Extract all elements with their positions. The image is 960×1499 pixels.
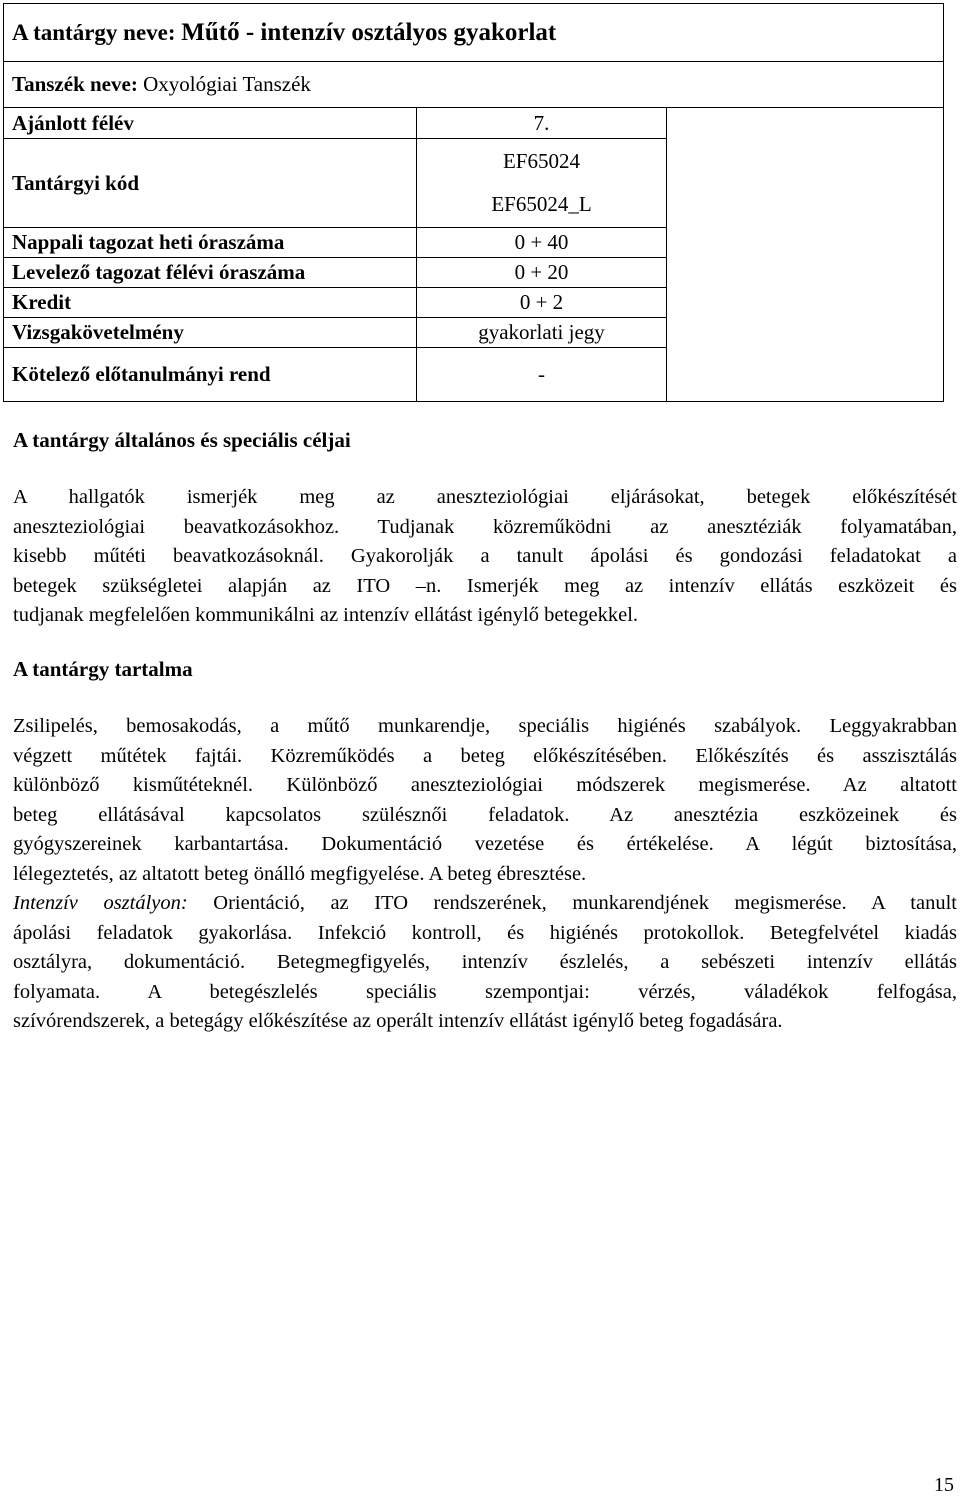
correspondence-hours-value: 0 + 20 [417,258,667,288]
department-row [4,62,944,108]
subject-row [4,4,944,62]
page-number: 15 [934,1474,954,1496]
right-empty-cell [667,108,944,402]
content-line: lélegeztetés, az altatott beteg önálló megfigyelése. A beteg ébresztése. [13,862,587,885]
icu-line: szívórendszerek, a betegágy előkészítése az operált intenzív ellátást igénylő beteg fogadására. [13,1010,783,1032]
code-label: Tantárgyi kód [4,139,417,228]
code-value-1: EF65024 [502,149,580,173]
credit-value: 0 + 2 [417,288,667,318]
icu-line: osztályra, dokumentáció. Betegmegfigyelés, intenzív észlelés, a sebészeti intenzív ellátás [13,951,957,973]
daytime-hours-label: Nappali tagozat heti óraszáma [4,228,417,258]
correspondence-hours-label: Levelező tagozat félévi óraszáma [4,258,417,288]
exam-value: gyakorlati jegy [417,318,667,348]
icu-first-line-rest: Orientáció, az ITO rendszerének, munkarendjének megismerése. A tanult [187,892,957,914]
subject-label: A tantárgy neve: [12,19,176,45]
prereq-value: - [417,348,667,402]
subject-name: Műtő - intenzív osztályos gyakorlat [181,18,557,46]
semester-value: 7. [417,108,667,139]
credit-label: Kredit [4,288,417,318]
goals-paragraph [13,483,957,631]
icu-label: Intenzív osztályon: [13,892,188,914]
icu-line: ápolási feladatok gyakorlása. Infekció kontroll, és higiénés protokollok. Betegfelvétel kiadás [13,921,957,944]
goals-line: aneszteziológiai beavatkozásokhoz. Tudjanak közreműködni az anesztéziák folyamatában, [13,515,957,538]
code-value-2: EF65024_L [491,192,592,216]
goals-title: A tantárgy általános és speciális céljai [13,428,351,452]
prereq-label: Kötelező előtanulmányi rend [4,348,417,402]
content-line: gyógyszereinek karbantartása. Dokumentáció vezetése és értékelése. A légút biztosítása, [13,833,957,855]
course-info-table [3,3,944,402]
goals-line: betegek szükségletei alapján az ITO –n. Ismerjék meg az intenzív ellátás eszközeit és [13,574,957,597]
goals-line: A hallgatók ismerjék meg az aneszteziológiai eljárásokat, betegek előkészítését [13,486,957,508]
content-paragraph [13,712,957,1037]
content-line: végzett műtétek fajtái. Közreműködés a beteg előkészítésében. Előkészítés és asszisztálás [13,744,957,767]
department-label: Tanszék neve: [12,72,138,96]
daytime-hours-value: 0 + 40 [417,228,667,258]
department-name: Oxyológiai Tanszék [143,72,311,96]
icu-first-line [13,889,957,919]
semester-row [4,108,944,139]
goals-line: kisebb műtéti beavatkozásoknál. Gyakorolják a tanult ápolási és gondozási feladatokat a [13,545,957,567]
exam-label: Vizsgakövetelmény [4,318,417,348]
content-line: különböző kisműtéteknél. Különböző aneszteziológiai módszerek megismerése. Az altatott [13,774,957,796]
content-line: beteg ellátásával kapcsolatos szülésznői feladatok. Az anesztézia eszközeinek és [13,803,957,826]
content-title: A tantárgy tartalma [13,657,193,681]
goals-line: tudjanak megfelelően kommunikálni az intenzív ellátást igénylő betegekkel. [13,604,639,626]
icu-line: folyamata. A betegészlelés speciális szempontjai: vérzés, váladékok felfogása, [13,980,957,1003]
content-line: Zsilipelés, bemosakodás, a műtő munkarendje, speciális higiénés szabályok. Leggyakrabban [13,715,957,737]
semester-label: Ajánlott félév [4,108,417,139]
